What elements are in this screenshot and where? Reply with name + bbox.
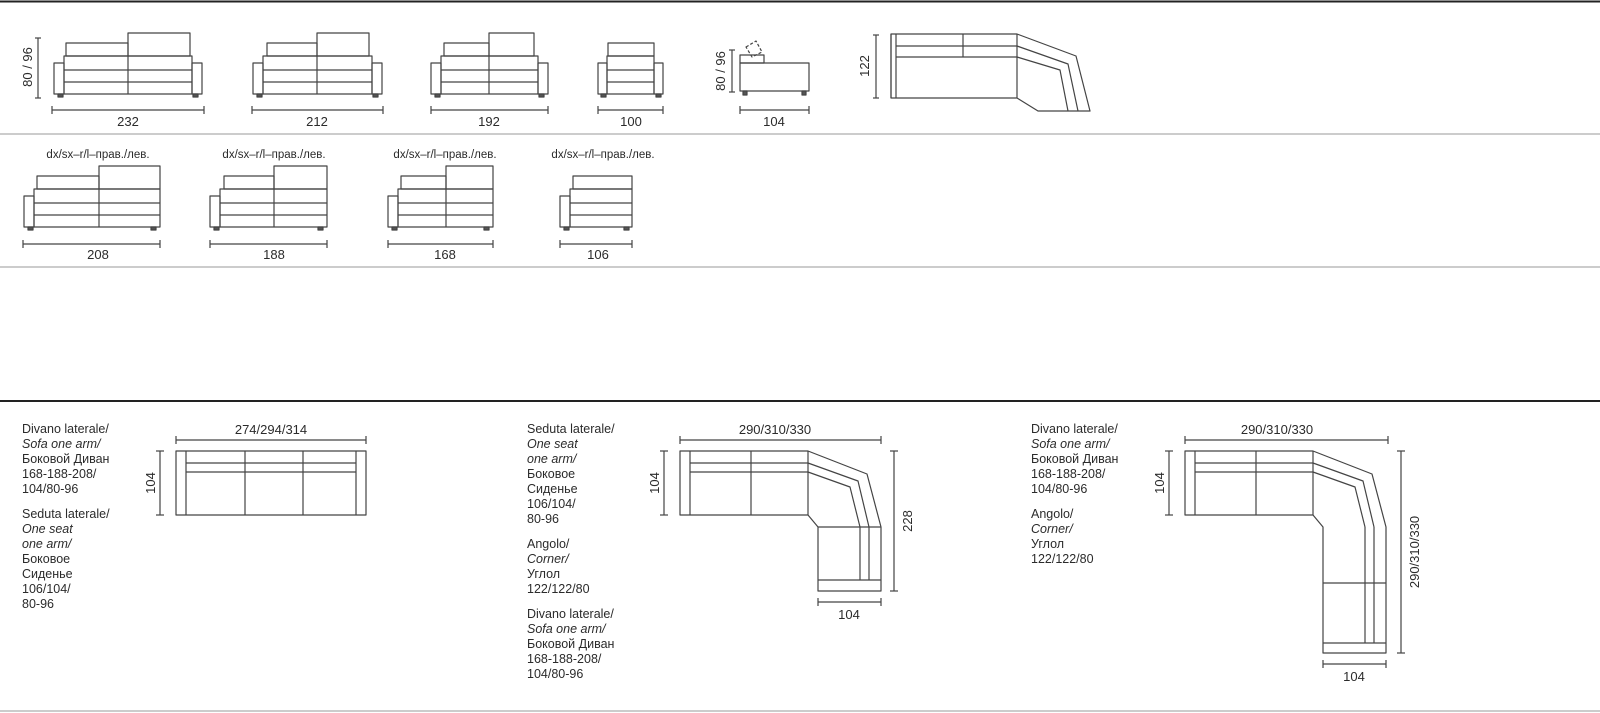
module-name-en: One seat: [22, 522, 73, 536]
width-label: 192: [478, 114, 500, 129]
module-name-ru: Сиденье: [527, 482, 578, 496]
config-corner-plan-short: [660, 436, 898, 606]
corner-height-label: 122: [857, 55, 872, 77]
module-size: 106/104/: [527, 497, 576, 511]
module-name-ru: Боковой Диван: [527, 637, 615, 651]
sofa-one-arm-188: [210, 166, 327, 248]
width-label: 232: [117, 114, 139, 129]
config-width-label: 290/310/330: [738, 422, 812, 437]
side-header: dx/sx–r/l–прав./лев.: [46, 149, 150, 161]
module-size: 80-96: [22, 597, 54, 611]
config-straight-plan: [156, 436, 366, 515]
module-size: 104/80-96: [527, 667, 584, 681]
seat-one-arm-106: [560, 176, 632, 248]
sofa-2-seat-front: [431, 33, 548, 114]
width-label: 208: [87, 247, 109, 262]
recliner-width-label: 104: [763, 114, 785, 129]
module-size: 104/80-96: [22, 482, 79, 496]
width-label: 168: [434, 247, 456, 262]
config-depth-label: 104: [1152, 472, 1167, 494]
side-header: dx/sx–r/l–прав./лев.: [551, 149, 655, 161]
side-header: dx/sx–r/l–прав./лев.: [222, 149, 326, 161]
config-corner-plan-long: [1165, 436, 1405, 668]
module-name-it: Seduta laterale/: [527, 422, 615, 436]
height-dimension: [35, 38, 41, 98]
config-side-label: 290/310/330: [1407, 515, 1422, 589]
module-name-en: Corner/: [527, 552, 569, 566]
module-size: 80-96: [527, 512, 559, 526]
module-name-ru: Боковое: [527, 467, 576, 481]
module-name-en: Sofa one arm/: [527, 622, 606, 636]
module-name-en: Corner/: [1031, 522, 1073, 536]
width-label: 100: [620, 114, 642, 129]
corner-unit-plan: [873, 34, 1090, 111]
config-depth-label: 104: [143, 472, 158, 494]
height-label: 80 / 96: [20, 47, 35, 87]
module-name-it: Angolo/: [1031, 507, 1074, 521]
config-width-label: 290/310/330: [1240, 422, 1314, 437]
config-bottom-label: 104: [838, 607, 860, 622]
module-name-en: Sofa one arm/: [1031, 437, 1110, 451]
config-bottom-label: 104: [1343, 669, 1365, 684]
module-name-it: Seduta laterale/: [22, 507, 110, 521]
module-name-ru: Углол: [1031, 537, 1065, 551]
sofa-one-arm-168: [388, 166, 493, 248]
side-header: dx/sx–r/l–прав./лев.: [393, 149, 497, 161]
sofa-one-arm-208: [23, 166, 160, 248]
module-name-ru: Боковое: [22, 552, 71, 566]
module-size: 122/122/80: [527, 582, 590, 596]
module-name-en: One seat: [527, 437, 578, 451]
module-name-ru: Сиденье: [22, 567, 73, 581]
module-size: 168-188-208/: [22, 467, 97, 481]
module-name-en: Sofa one arm/: [22, 437, 101, 451]
module-name-it: Divano laterale/: [527, 607, 614, 621]
module-name-en: one arm/: [527, 452, 577, 466]
module-size: 104/80-96: [1031, 482, 1088, 496]
config-side-label: 228: [900, 510, 915, 532]
config-depth-label: 104: [647, 472, 662, 494]
config-width-label: 274/294/314: [234, 422, 308, 437]
module-name-en: one arm/: [22, 537, 72, 551]
module-size: 168-188-208/: [527, 652, 602, 666]
module-name-ru: Боковой Диван: [22, 452, 110, 466]
module-size: 106/104/: [22, 582, 71, 596]
recliner-height-label: 80 / 96: [713, 51, 728, 91]
module-size: 168-188-208/: [1031, 467, 1106, 481]
config-2-description: [527, 422, 615, 682]
module-name-it: Divano laterale/: [22, 422, 109, 436]
width-label: 188: [263, 247, 285, 262]
config-1-description: [22, 422, 110, 612]
width-label: 106: [587, 247, 609, 262]
armchair-front: [598, 43, 663, 114]
sofa-2-5-seat-front: [252, 33, 383, 114]
module-name-it: Divano laterale/: [1031, 422, 1118, 436]
sofa-3-seat-front: [52, 33, 204, 114]
module-name-ru: Углол: [527, 567, 561, 581]
module-name-ru: Боковой Диван: [1031, 452, 1119, 466]
module-size: 122/122/80: [1031, 552, 1094, 566]
width-label: 212: [306, 114, 328, 129]
recliner-side-view: [729, 41, 809, 114]
module-name-it: Angolo/: [527, 537, 570, 551]
config-3-description: [1031, 422, 1118, 567]
